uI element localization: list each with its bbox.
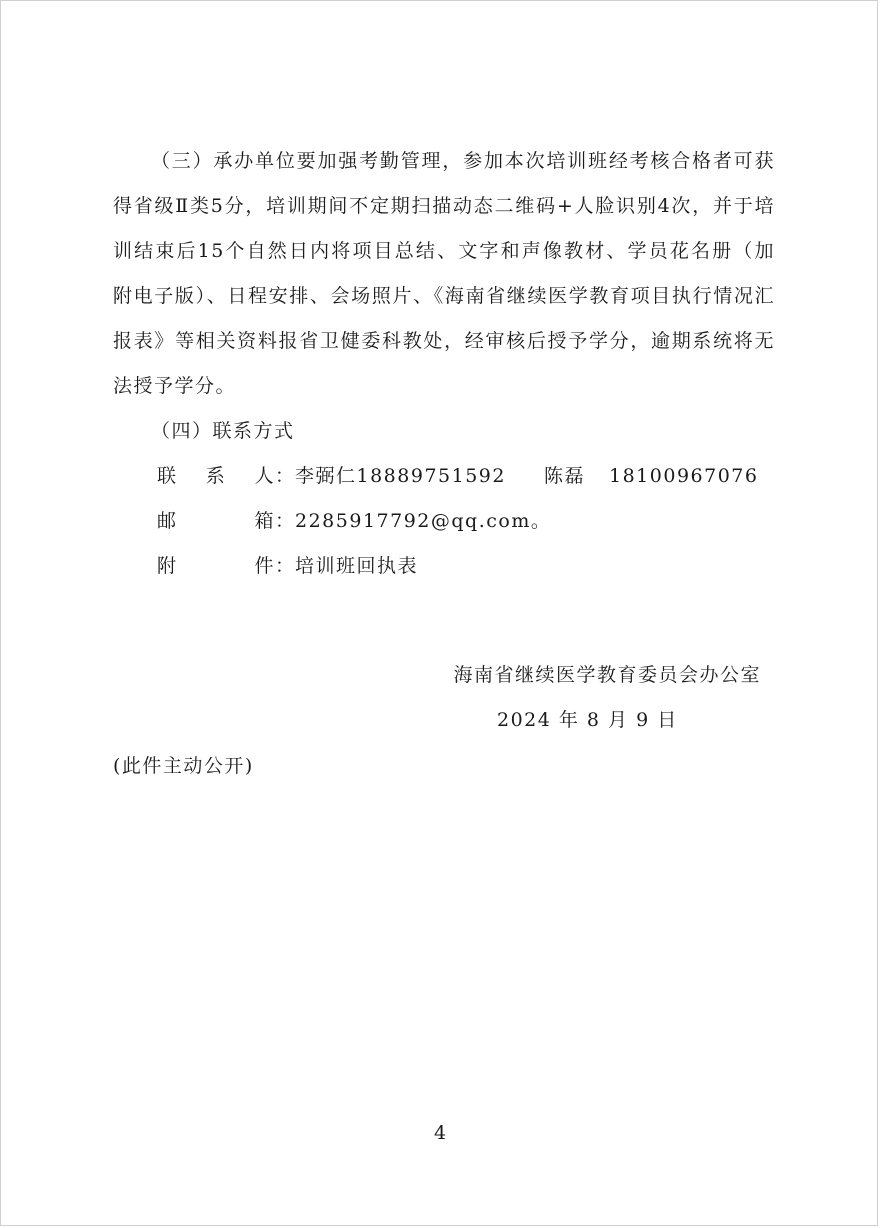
contact-person-1: 李弼仁18889751592 <box>295 465 506 487</box>
contact-email-row: 邮 箱 ： 2285917792@qq.com。 <box>113 499 775 544</box>
document-body <box>113 139 775 589</box>
page-number: 4 <box>433 1122 447 1144</box>
contact-person-label: 联 系 人 <box>157 465 275 487</box>
paragraph-attendance-management: （三）承办单位要加强考勤管理，参加本次培训班经考核合格者可获得省级Ⅱ类5分，培训期间不定期扫描动态二维码+人脸识别4次，并于培训结束后15个自然日内将项目总结、文字和声像教材、学员花名册（加附电子版）、日程安排、会场照片、《海南省继续医学教育项目执行情况汇报表》等相关资料报省卫健委科教处，经审核后授予学分，逾期系统将无法授予学分。 <box>113 150 775 397</box>
contact-person-2-phone: 18100967076 <box>609 465 759 487</box>
issuing-office-signature: 海南省继续医学教育委员会办公室 <box>453 664 761 686</box>
contact-attachment-row: 附 件 ： 培训班回执表 <box>113 544 775 589</box>
contact-email: 2285917792@qq.com。 <box>295 510 552 532</box>
contact-person-2-name: 陈磊 <box>543 465 585 487</box>
issue-date: 2024 年 8 月 9 日 <box>497 709 678 731</box>
section-heading-contact: （四）联系方式 <box>151 420 295 442</box>
contact-email-label: 邮 箱 <box>157 510 275 532</box>
public-disclosure-note: (此件主动公开) <box>113 755 254 777</box>
contact-attachment: 培训班回执表 <box>295 555 419 577</box>
contact-person-row: 联 系 人 ： 李弼仁18889751592 陈磊 18100967076 <box>113 454 775 499</box>
contact-attachment-label: 附 件 <box>157 555 275 577</box>
